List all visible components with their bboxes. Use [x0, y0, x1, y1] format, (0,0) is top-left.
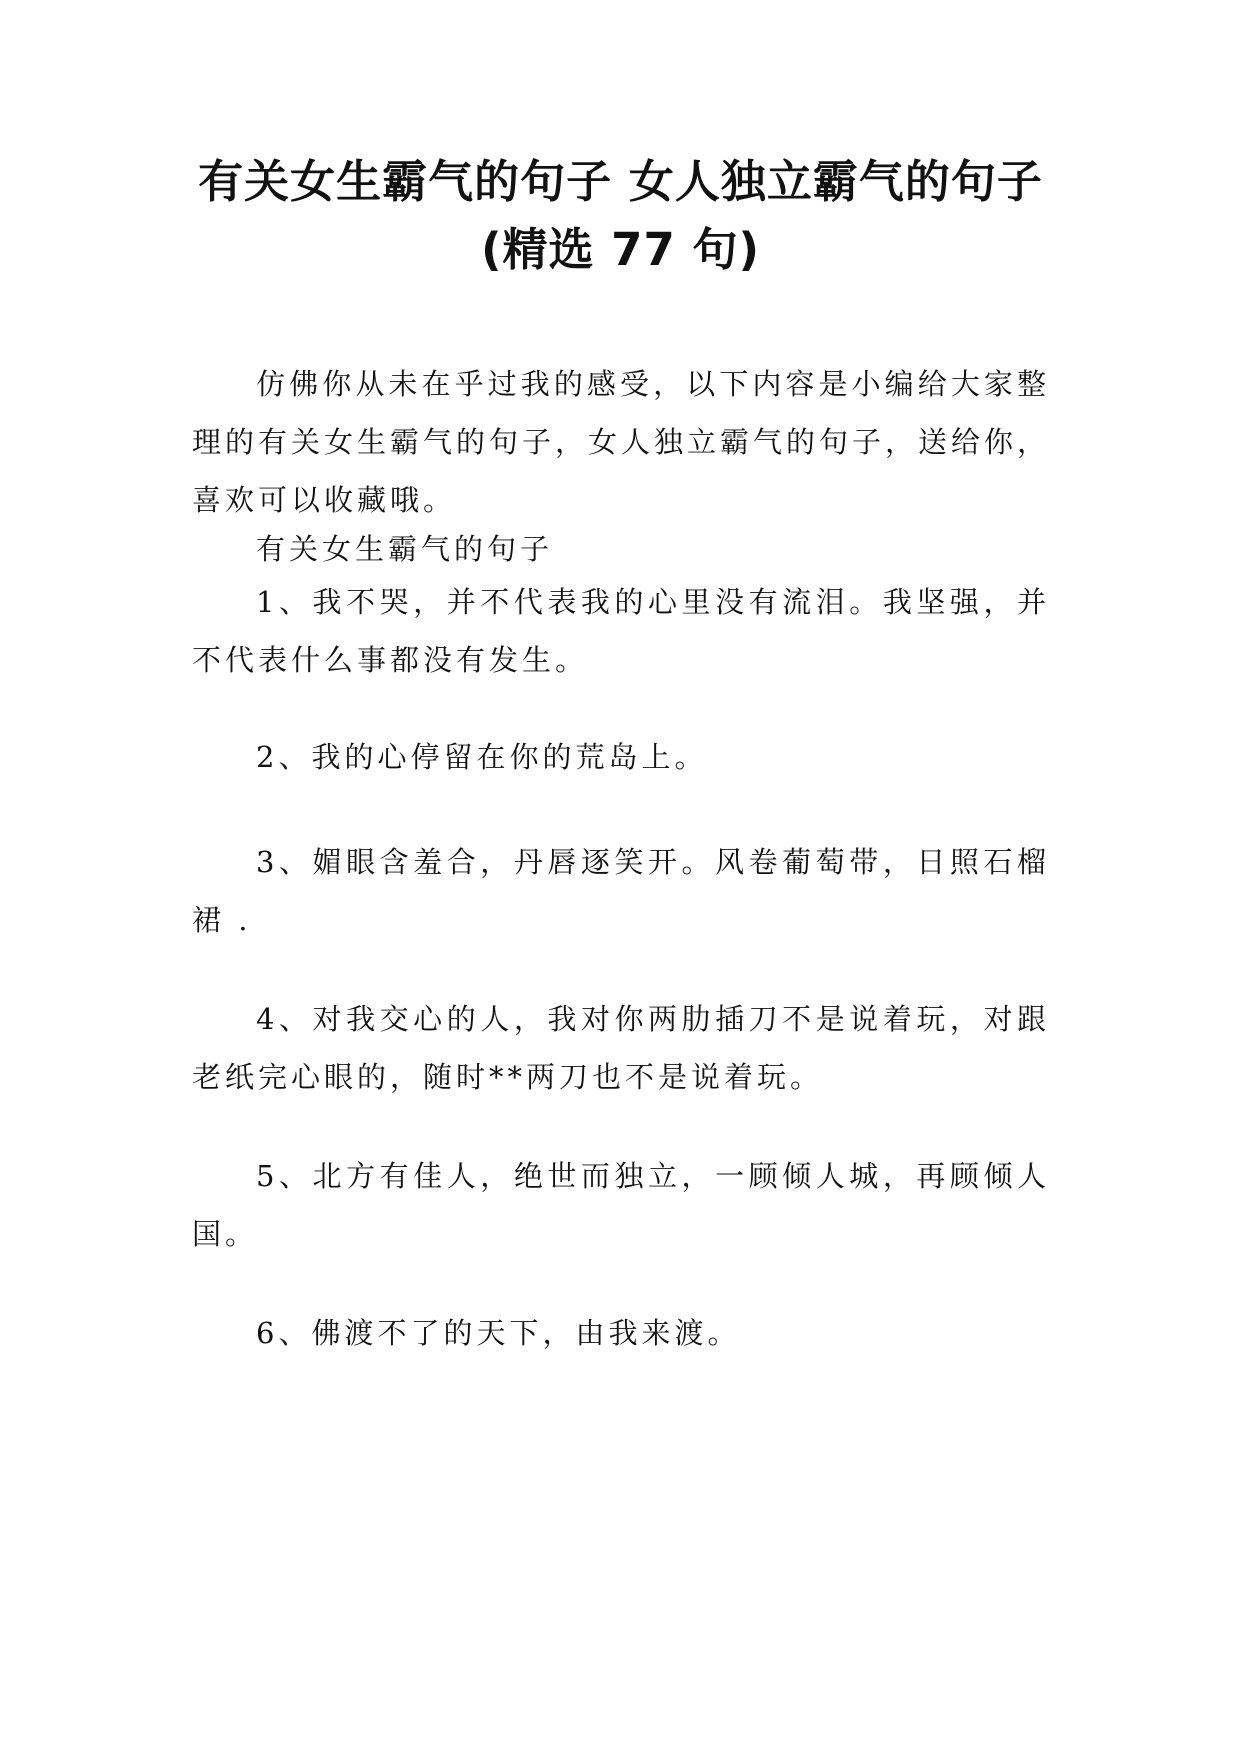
- list-item: [192, 1147, 1050, 1263]
- document-title-line1: 有关女生霸气的句子 女人独立霸气的句子: [198, 155, 1043, 208]
- list-item: [192, 573, 1050, 689]
- list-item: [192, 990, 1050, 1106]
- list-item-text: 6、佛渡不了的天下，由我来渡。: [256, 1316, 741, 1350]
- document-title-line2: (精选 77 句): [480, 223, 761, 276]
- intro-paragraph: [192, 355, 1050, 529]
- list-item-text: 5、北方有佳人，绝世而独立，一顾倾人城，再顾倾人国。: [192, 1159, 1050, 1251]
- list-item: [192, 728, 1050, 786]
- list-item: [192, 833, 1050, 949]
- list-item-text: 2、我的心停留在你的荒岛上。: [256, 740, 708, 774]
- list-item-text: 4、对我交心的人，我对你两肋插刀不是说着玩，对跟老纸完心眼的，随时**两刀也不是说着玩。: [192, 1002, 1050, 1094]
- intro-text: 仿佛你从未在乎过我的感受，以下内容是小编给大家整理的有关女生霸气的句子，女人独立霸气的句子，送给你，喜欢可以收藏哦。: [192, 367, 1051, 517]
- list-item-text: 1、我不哭，并不代表我的心里没有流泪。我坚强，并不代表什么事都没有发生。: [192, 585, 1050, 677]
- list-item-text: 3、媚眼含羞合，丹唇逐笑开。风卷葡萄带，日照石榴裙 .: [192, 845, 1050, 937]
- list-item: [192, 1304, 1050, 1362]
- section-heading: 有关女生霸气的句子: [256, 532, 554, 566]
